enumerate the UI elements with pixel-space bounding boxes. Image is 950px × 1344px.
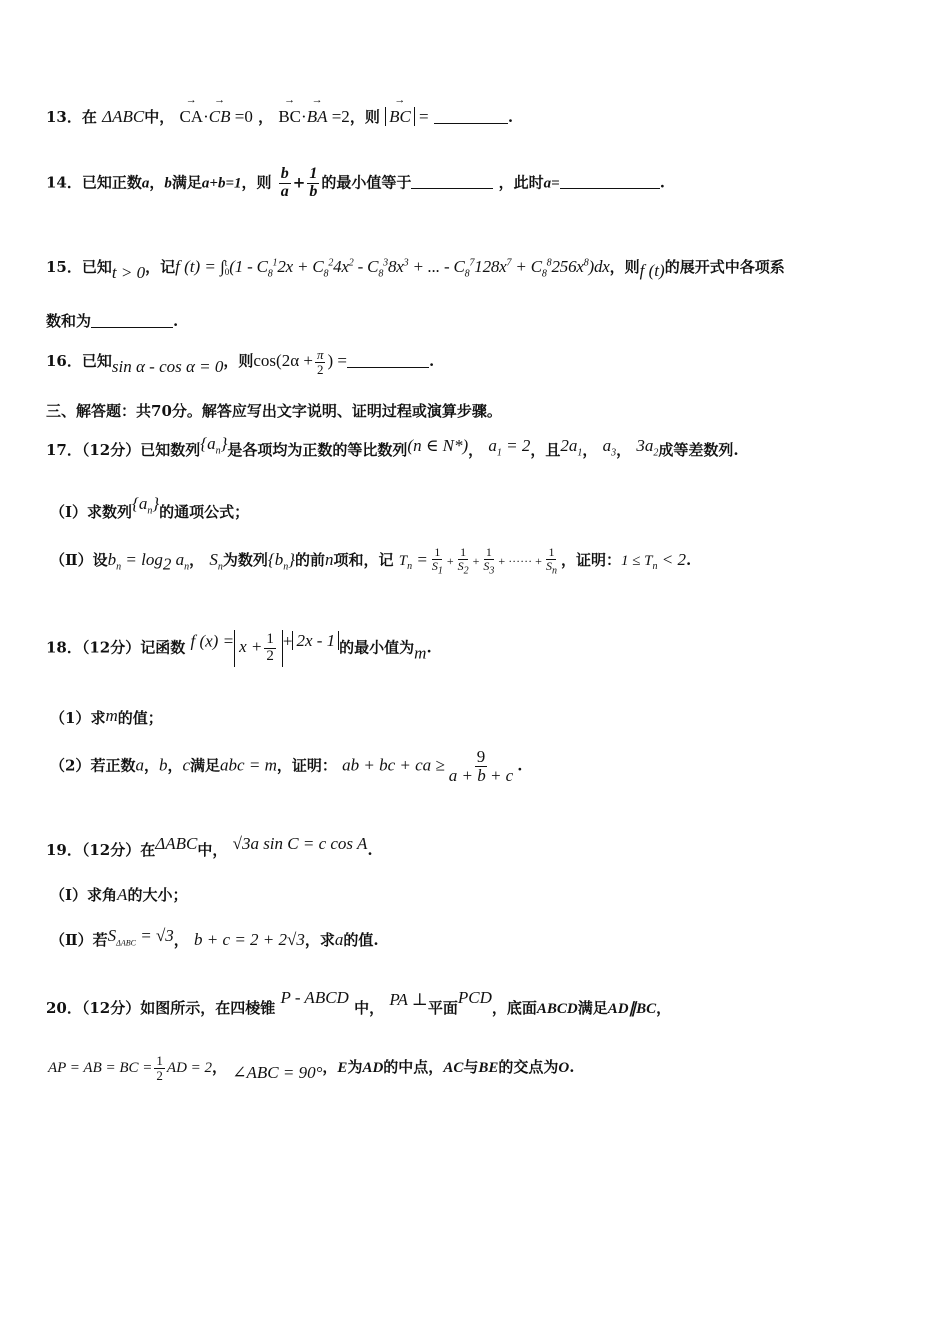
sub: 8 xyxy=(541,268,547,280)
question-20-line-2 xyxy=(48,1054,910,1083)
q15-part: - C xyxy=(353,257,379,276)
var: T xyxy=(398,553,408,570)
dots: + ······ + xyxy=(498,554,542,569)
comma: ， xyxy=(149,173,165,192)
q13-abs-bc xyxy=(385,107,415,126)
sup: 1 xyxy=(272,257,278,269)
var-a: a xyxy=(334,930,344,949)
var-b: b xyxy=(164,175,172,192)
q15-ft: f (t) xyxy=(639,261,665,280)
question-number: 17． xyxy=(46,441,82,459)
q14-text-4: 的最小值等于 xyxy=(321,173,412,192)
question-19-part-1 xyxy=(50,884,910,905)
q20-text-3: 平面 xyxy=(427,999,458,1017)
q15-text-1: 已知 xyxy=(81,258,112,276)
answer-blank[interactable] xyxy=(411,188,493,189)
question-18-part-2 xyxy=(50,748,910,785)
q19p2-text-2: ，求 xyxy=(304,931,335,949)
question-17-part-2 xyxy=(50,546,910,576)
sub: n xyxy=(215,445,221,457)
answer-blank[interactable] xyxy=(434,123,508,124)
q17p2-tn xyxy=(398,550,428,573)
sub: 2 xyxy=(463,564,469,576)
q20b-text-3: 的中点， xyxy=(383,1058,444,1077)
q18-abs-2: 2x - 1 xyxy=(292,631,339,650)
comma: ， xyxy=(189,551,205,570)
var-a: a xyxy=(141,175,150,192)
denominator xyxy=(481,560,496,577)
q20-ad: AD = 2 xyxy=(166,1060,213,1077)
question-18-part-1 xyxy=(50,706,910,728)
sup: 3 xyxy=(383,257,388,269)
q15-part: + ... - C xyxy=(408,257,465,276)
q15-part: + C xyxy=(511,257,542,276)
q17-text-1: 已知数列 xyxy=(140,441,201,459)
ineq-end: < 2 xyxy=(657,550,687,570)
var-b: b xyxy=(158,755,168,775)
var: S xyxy=(209,550,218,570)
fraction-1-over-2 xyxy=(154,1054,165,1082)
plus: + xyxy=(282,631,293,651)
var: a xyxy=(488,436,497,455)
q20-text-1: 如图所示，在四棱锥 xyxy=(140,999,276,1017)
q17-text-4: 成等差数列. xyxy=(658,441,739,459)
q17-text-2: 是各项均为正数的等比数列 xyxy=(227,441,408,459)
end: . xyxy=(426,638,432,657)
q17p2-text-5: ，证明： xyxy=(560,551,621,570)
var-a: a xyxy=(135,755,144,775)
part-label: （Ⅱ） xyxy=(50,931,93,949)
q16-end: . xyxy=(428,352,435,371)
sub: n xyxy=(551,564,557,576)
sub: 8 xyxy=(267,268,273,280)
q18p2-text-2: 满足 xyxy=(190,756,221,775)
numerator: b xyxy=(280,165,289,182)
seq-open: {a xyxy=(132,494,148,513)
q19p2-text-3: 的值. xyxy=(343,931,379,949)
q15-text-3: ，则 xyxy=(609,258,640,276)
q20-base: ABCD xyxy=(536,1001,578,1017)
q15-part: )dx xyxy=(588,257,610,276)
eq: = 2 xyxy=(501,436,531,455)
q17p1-text-1: 求数列 xyxy=(87,503,133,521)
q14-text-5: ，此时 xyxy=(498,173,544,192)
question-13 xyxy=(46,106,910,127)
part-label: （1） xyxy=(50,709,91,727)
sub: 2 xyxy=(162,554,172,574)
q20-pyramid: P - ABCD xyxy=(280,988,349,1007)
sup: 7 xyxy=(506,257,512,269)
question-16 xyxy=(46,348,910,377)
sub: n xyxy=(283,561,289,573)
denominator: 2 xyxy=(316,361,324,377)
q18p2-cond: abc = m xyxy=(220,755,277,775)
q19p2-text-1: 若 xyxy=(92,931,108,949)
q20-text-5: 满足 xyxy=(577,999,608,1017)
question-number: 16． xyxy=(46,352,82,371)
question-number: 18． xyxy=(46,638,82,657)
q19p1-text-2: 的大小； xyxy=(127,886,188,904)
var: 3a xyxy=(636,436,654,455)
score: （12分） xyxy=(81,999,141,1017)
q15-ft-integral: f (t) = ∫ xyxy=(175,257,225,276)
q17-a3 xyxy=(602,436,617,459)
sub: 8 xyxy=(378,268,384,280)
sup: 2 xyxy=(348,257,354,269)
var: 2a xyxy=(560,436,578,455)
part-label: （Ⅱ） xyxy=(50,551,93,570)
fraction-b-over-a xyxy=(279,166,291,201)
q17-domain: (n ∈ N*) xyxy=(407,436,469,455)
q13-text-2: 中， xyxy=(144,108,175,126)
q17p1-text-2: 的通项公式； xyxy=(159,503,250,521)
sub: ΔABC xyxy=(116,938,136,948)
sub: 1 xyxy=(496,447,502,459)
sub: n xyxy=(652,561,658,573)
q20-text-2: 中， xyxy=(354,999,385,1017)
comma: ， xyxy=(143,756,159,775)
q19p2-area xyxy=(107,926,174,948)
q16-text-1: 已知 xyxy=(81,352,112,371)
fraction-9-over-sum xyxy=(447,748,516,785)
denominator: 2 xyxy=(156,1067,163,1083)
question-number: 15． xyxy=(46,258,82,276)
question-17 xyxy=(46,434,910,460)
segment-AC: AC xyxy=(443,1060,464,1077)
q17-2a1 xyxy=(560,436,583,459)
numerator: 1 xyxy=(485,545,492,559)
numerator: 9 xyxy=(476,747,486,766)
segment-AD: AD xyxy=(362,1060,384,1077)
q20-parallel: AD∥BC xyxy=(607,1001,657,1017)
q18p2-ineq: ab + bc + ca ≥ xyxy=(342,755,445,775)
comma: ， xyxy=(173,931,189,949)
q18-text-1: 记函数 xyxy=(140,638,186,657)
answer-blank[interactable] xyxy=(91,327,173,328)
q17p2-ineq xyxy=(620,550,687,573)
seq-close: } xyxy=(220,434,228,453)
ineq-part: 1 ≤ T xyxy=(620,553,653,570)
q20-text-4: ，底面 xyxy=(491,999,537,1017)
var: S xyxy=(457,558,464,573)
numerator: 1 xyxy=(434,545,441,559)
question-number: 14． xyxy=(46,173,82,192)
denominator: a xyxy=(280,182,289,200)
denominator: 2 xyxy=(266,647,274,664)
sub: n xyxy=(116,561,122,573)
q20b-text-2: 为 xyxy=(347,1058,363,1077)
question-number: 13． xyxy=(46,108,82,126)
numerator: 1 xyxy=(309,165,318,182)
q14-text-3: ，则 xyxy=(241,173,272,192)
q15-end: . xyxy=(173,312,179,330)
q20-perp: PA ⊥ xyxy=(389,990,428,1009)
eq: = xyxy=(412,550,428,570)
plus: + xyxy=(446,554,454,569)
q15-text-4: 的展开式中各项系 xyxy=(664,258,785,276)
sub: n xyxy=(184,561,190,573)
end: . xyxy=(569,1058,575,1077)
seq-bn xyxy=(267,550,296,573)
q16-text-2: ，则 xyxy=(223,352,254,371)
q20-angle: ∠ABC = 90° xyxy=(232,1063,323,1083)
q19p1-text-1: 求角 xyxy=(87,886,118,904)
vector-ba: → BA xyxy=(307,107,328,127)
question-number: 19． xyxy=(46,841,82,859)
sub: n xyxy=(217,561,223,573)
q19-text-2: 中， xyxy=(197,841,228,859)
comma: ， xyxy=(167,756,183,775)
sup: 7 xyxy=(469,257,475,269)
q15-part: 2x + C xyxy=(277,257,324,276)
fraction-1-over-2 xyxy=(264,632,276,665)
point-E: E xyxy=(337,1060,348,1077)
q20b-text-5: 的交点为 xyxy=(498,1058,559,1077)
denominator: a + b + c xyxy=(448,765,514,785)
numerator: 1 xyxy=(548,545,555,559)
q16-expr-end: ) = xyxy=(327,351,347,371)
sub: n xyxy=(147,505,153,517)
q18-text-2: 的最小值为 xyxy=(339,638,415,657)
comma: ， xyxy=(468,441,484,459)
q18-abs-1 xyxy=(234,630,283,667)
eq: = √3 xyxy=(135,926,174,945)
q17-a1 xyxy=(488,436,531,459)
segment-BE: BE xyxy=(478,1060,499,1077)
q14-text-1: 已知正数 xyxy=(81,173,142,192)
sub: 1 xyxy=(577,447,583,459)
sub: 3 xyxy=(611,447,617,459)
q14-text-2: 满足 xyxy=(171,173,202,192)
vector-cb: → CB xyxy=(209,107,231,127)
denominator xyxy=(430,560,445,577)
var: S xyxy=(483,558,490,573)
q13-text-3: ，则 xyxy=(349,108,380,126)
q17-3a2 xyxy=(636,436,659,459)
vector-ca: → CA xyxy=(179,107,203,127)
q19-equation: √3a sin C = c cos A xyxy=(232,834,368,853)
var: S xyxy=(107,926,117,945)
vector-bc: → BC xyxy=(278,107,301,127)
q13-triangle: ΔABC xyxy=(102,107,145,126)
q16-condition: sin α - cos α = 0 xyxy=(111,357,224,377)
q15-integrand xyxy=(229,257,610,280)
seq-close: } xyxy=(288,550,296,570)
section-header xyxy=(46,400,910,421)
fraction-1-over-sn xyxy=(544,546,559,576)
q17p2-text-2: 为数列 xyxy=(222,551,268,570)
question-18 xyxy=(46,630,910,667)
q20b-text-4: 与 xyxy=(463,1058,479,1077)
question-14 xyxy=(46,166,910,201)
sub: 8 xyxy=(464,268,470,280)
var-A: A xyxy=(117,885,128,904)
var: S xyxy=(545,558,552,573)
comma: ， xyxy=(212,1058,228,1077)
var-c: c xyxy=(182,755,191,775)
end: ， xyxy=(656,999,672,1017)
var: a xyxy=(171,550,185,570)
q17p2-text-4: 项和，记 xyxy=(333,551,394,570)
sub: 1 xyxy=(437,564,443,576)
q17p2-text-3: 的前 xyxy=(295,551,326,570)
question-15 xyxy=(46,256,910,283)
comma: ， xyxy=(616,441,632,459)
var: b xyxy=(107,550,117,570)
fraction-pi-over-2 xyxy=(315,348,326,376)
score: （12分） xyxy=(81,841,141,859)
comma: ， xyxy=(582,441,598,459)
part-label: （2） xyxy=(50,756,91,775)
q13-eq-2: =2 xyxy=(327,107,350,126)
sup: 2 xyxy=(328,257,334,269)
q14-end: . xyxy=(659,173,665,192)
q19p2-sum: b + c = 2 + 2√3 xyxy=(194,930,305,949)
q15-cond: t > 0 xyxy=(111,263,146,282)
part-label: （Ⅰ） xyxy=(50,886,88,904)
sup: 3 xyxy=(403,257,409,269)
part-label: （Ⅰ） xyxy=(50,503,88,521)
q18-fx: f (x) = xyxy=(190,631,235,651)
sub: 8 xyxy=(323,268,329,280)
question-17-part-1 xyxy=(50,494,910,522)
numerator: 1 xyxy=(156,1053,163,1068)
var: a xyxy=(602,436,612,455)
var: S xyxy=(431,558,438,573)
fraction-1-over-b xyxy=(307,166,319,201)
sub: 2 xyxy=(653,447,659,459)
var-m: m xyxy=(414,643,427,663)
q18p1-text-2: 的值； xyxy=(117,709,163,727)
dot: · xyxy=(203,107,209,126)
q20b-text-1: ， xyxy=(322,1058,338,1077)
q18p1-text-1: 求 xyxy=(90,709,106,727)
q17p2-bn xyxy=(107,550,190,574)
seq-close: } xyxy=(152,494,160,513)
denominator: b xyxy=(309,182,318,200)
q18p2-text-1: 若正数 xyxy=(90,756,136,775)
q15-text-5: 数和为 xyxy=(46,312,92,330)
q15-part: 128x xyxy=(474,257,507,276)
question-19 xyxy=(46,834,910,860)
q15-part: 4x xyxy=(333,257,349,276)
fraction-1-over-s3 xyxy=(481,546,496,576)
q17p2-text-1: 设 xyxy=(92,551,108,570)
answer-blank[interactable] xyxy=(347,367,429,368)
plus: + xyxy=(292,173,306,192)
q20-equalities: AP = AB = BC = xyxy=(48,1060,153,1077)
lower-limit: 0 xyxy=(224,267,230,277)
seq-open: {a xyxy=(200,434,216,453)
q15-text-2: ，记 xyxy=(145,258,176,276)
var-n: n xyxy=(325,550,334,570)
numerator: 1 xyxy=(266,631,274,647)
sub: n xyxy=(407,561,413,573)
q14-a-eq: a= xyxy=(543,175,560,192)
q18p2-text-3: ，证明： xyxy=(276,756,337,775)
q13-text-1: 在 xyxy=(81,108,97,126)
sup: 8 xyxy=(546,257,552,269)
fraction-1-over-s1 xyxy=(430,546,445,576)
q13-eq-1: =0 xyxy=(230,107,253,126)
q15-part: 256x xyxy=(551,257,584,276)
question-number: 20． xyxy=(46,999,82,1017)
q19-text-1: 在 xyxy=(140,841,156,859)
sup: 8 xyxy=(583,257,589,269)
numerator: π xyxy=(316,347,324,362)
q15-part: (1 - C xyxy=(229,257,268,276)
end: . xyxy=(517,756,523,775)
q17p2-sn xyxy=(209,550,223,573)
denominator xyxy=(456,560,471,577)
question-19-part-2 xyxy=(50,926,910,950)
q19-triangle: ΔABC xyxy=(155,834,198,853)
var-m: m xyxy=(105,706,118,725)
seq-an xyxy=(132,494,160,517)
q15-part: 8x xyxy=(387,257,404,276)
seq-an xyxy=(200,434,228,457)
score: （12分） xyxy=(81,638,141,657)
answer-blank[interactable] xyxy=(560,188,660,189)
q16-expr: cos(2α + xyxy=(253,351,313,371)
denominator xyxy=(544,560,559,577)
sub: 3 xyxy=(489,564,495,576)
q13-eq-3: = xyxy=(414,107,429,126)
end: . xyxy=(686,551,692,570)
vector-bc-abs: → BC xyxy=(389,107,411,127)
q13-sep: ， xyxy=(258,108,274,126)
point-O: O xyxy=(558,1060,570,1077)
upper-limit: t xyxy=(224,258,228,268)
numerator: 1 xyxy=(460,545,467,559)
question-15-line-2 xyxy=(46,310,910,331)
score: （12分） xyxy=(81,441,141,459)
q14-condition: a+b=1 xyxy=(201,175,242,192)
dot: · xyxy=(301,107,307,126)
q20-plane: PCD xyxy=(457,988,492,1007)
question-20 xyxy=(46,988,910,1018)
plus: + xyxy=(472,554,480,569)
q17-text-3: ，且 xyxy=(530,441,561,459)
seq-open: {b xyxy=(267,550,284,570)
end: . xyxy=(367,841,373,859)
section-3-title: 三、解答题：共70分。解答应写出文字说明、证明过程或演算步骤。 xyxy=(46,402,502,420)
abs-content: x + xyxy=(239,637,263,657)
q13-end: . xyxy=(507,108,514,126)
fraction-1-over-s2 xyxy=(456,546,471,576)
log: = log xyxy=(121,550,163,570)
